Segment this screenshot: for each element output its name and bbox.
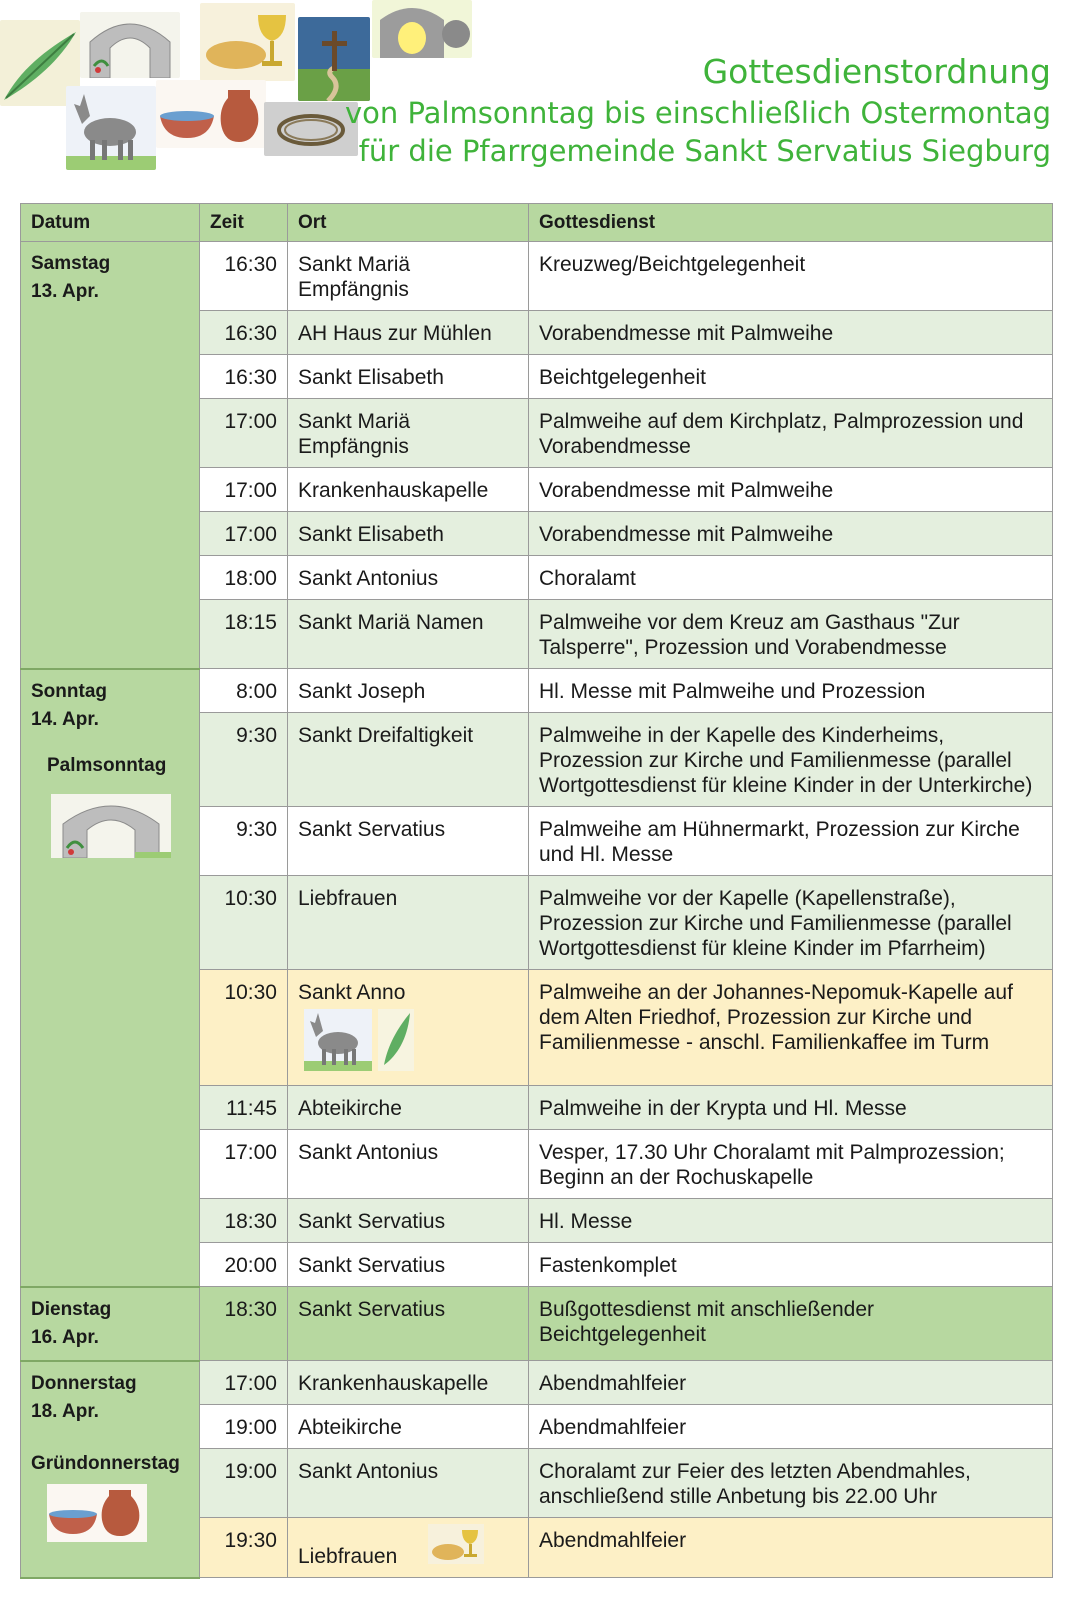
table-row <box>21 1361 1053 1405</box>
column-header-gottesdienst: Gottesdienst <box>529 204 1053 242</box>
day-cell-samstag <box>21 242 200 669</box>
time-cell: 17:00 <box>200 1130 288 1199</box>
bowl-jug-icon <box>47 1484 189 1551</box>
time-cell: 10:30 <box>200 970 288 1086</box>
bowl-jug-illustration <box>156 80 266 148</box>
page-header <box>0 0 1089 190</box>
time-cell: 17:00 <box>200 399 288 468</box>
time-cell: 17:00 <box>200 512 288 556</box>
service-cell: Fastenkomplet <box>529 1243 1053 1287</box>
bread-chalice-illustration <box>200 3 295 81</box>
service-cell: Palmweihe in der Krypta und Hl. Messe <box>529 1086 1053 1130</box>
time-cell: 16:30 <box>200 311 288 355</box>
time-cell: 18:00 <box>200 556 288 600</box>
day-cell-dienstag <box>21 1287 200 1361</box>
service-cell: Choralamt <box>529 556 1053 600</box>
service-cell: Palmweihe an der Johannes-Nepomuk-Kapelle auf dem Alten Friedhof, Prozession zur Kirche und Familienmesse - anschl. Familienkaffee im Turm <box>529 970 1053 1086</box>
donkey-illustration <box>66 86 156 170</box>
place-cell: Sankt Antonius <box>288 1449 529 1518</box>
time-cell: 10:30 <box>200 876 288 970</box>
day-date: 13. Apr. <box>31 281 99 302</box>
place-cell: Sankt Mariä Namen <box>288 600 529 669</box>
place-cell <box>288 1518 529 1578</box>
service-cell: Choralamt zur Feier des letzten Abendmahles, anschließend stille Anbetung bis 22.00 Uhr <box>529 1449 1053 1518</box>
place-cell: Liebfrauen <box>288 876 529 970</box>
place-cell: Krankenhauskapelle <box>288 468 529 512</box>
service-cell: Hl. Messe <box>529 1199 1053 1243</box>
service-cell: Beichtgelegenheit <box>529 355 1053 399</box>
time-cell: 16:30 <box>200 355 288 399</box>
service-cell: Palmweihe vor dem Kreuz am Gasthaus "Zur Talsperre", Prozession und Vorabendmesse <box>529 600 1053 669</box>
service-cell: Vorabendmesse mit Palmweihe <box>529 512 1053 556</box>
place-cell: AH Haus zur Mühlen <box>288 311 529 355</box>
place-cell: Sankt Mariä Empfängnis <box>288 399 529 468</box>
table-row <box>21 242 1053 311</box>
place-cell <box>288 970 529 1086</box>
time-cell: 18:30 <box>200 1199 288 1243</box>
crown-of-thorns-illustration <box>264 102 358 156</box>
service-cell: Hl. Messe mit Palmweihe und Prozession <box>529 669 1053 713</box>
time-cell: 19:00 <box>200 1449 288 1518</box>
column-header-ort: Ort <box>288 204 529 242</box>
time-cell: 19:00 <box>200 1405 288 1449</box>
place-cell: Abteikirche <box>288 1086 529 1130</box>
time-cell: 19:30 <box>200 1518 288 1578</box>
service-cell: Abendmahlfeier <box>529 1405 1053 1449</box>
day-date: 14. Apr. <box>31 708 99 730</box>
table-row <box>21 669 1053 713</box>
service-cell: Bußgottesdienst mit anschließender Beichtgelegenheit <box>529 1287 1053 1361</box>
column-header-zeit: Zeit <box>200 204 288 242</box>
service-schedule-table <box>20 203 1053 1579</box>
time-cell: 18:15 <box>200 600 288 669</box>
place-cell: Sankt Dreifaltigkeit <box>288 713 529 807</box>
place-cell: Sankt Servatius <box>288 807 529 876</box>
service-cell: Palmweihe am Hühnermarkt, Prozession zur Kirche und Hl. Messe <box>529 807 1053 876</box>
place-cell: Sankt Elisabeth <box>288 355 529 399</box>
service-cell: Vorabendmesse mit Palmweihe <box>529 468 1053 512</box>
place-cell: Sankt Elisabeth <box>288 512 529 556</box>
time-cell: 9:30 <box>200 713 288 807</box>
place-cell: Sankt Antonius <box>288 556 529 600</box>
place-cell: Abteikirche <box>288 1405 529 1449</box>
feast-name: Gründonnerstag <box>31 1452 180 1474</box>
place-cell: Sankt Servatius <box>288 1287 529 1361</box>
place-cell: Sankt Joseph <box>288 669 529 713</box>
title-block <box>345 50 1051 170</box>
stone-tomb-arch-illustration <box>80 12 180 78</box>
time-cell: 17:00 <box>200 468 288 512</box>
place-cell: Sankt Servatius <box>288 1199 529 1243</box>
time-cell: 17:00 <box>200 1361 288 1405</box>
time-cell: 16:30 <box>200 242 288 311</box>
page-title: Gottesdienstordnung <box>702 52 1051 91</box>
service-cell: Palmweihe vor der Kapelle (Kapellenstraße), Prozession zur Kirche und Familienmesse (parallel Wortgottesdienst für kleine Kinder im Pfarrheim) <box>529 876 1053 970</box>
day-name: Sonntag <box>31 680 107 702</box>
place-cell: Sankt Servatius <box>288 1243 529 1287</box>
place-cell: Sankt Antonius <box>288 1130 529 1199</box>
bread-chalice-icon <box>428 1524 484 1570</box>
stone-tomb-arch-icon <box>51 794 189 867</box>
place-text: Liebfrauen <box>298 1545 398 1568</box>
day-name: Dienstag <box>31 1298 112 1320</box>
time-cell: 8:00 <box>200 669 288 713</box>
service-cell: Abendmahlfeier <box>529 1361 1053 1405</box>
place-text: Sankt Anno <box>298 981 406 1004</box>
day-date: 16. Apr. <box>31 1326 99 1348</box>
donkey-palm-icon <box>304 1009 518 1077</box>
service-cell: Vorabendmesse mit Palmweihe <box>529 311 1053 355</box>
service-cell: Palmweihe in der Kapelle des Kinderheims, Prozession zur Kirche und Familienmesse (parallel Wortgottesdienst für kleine Kinder in der Unterkirche) <box>529 713 1053 807</box>
feast-name: Palmsonntag <box>47 754 167 776</box>
place-cell: Sankt Mariä Empfängnis <box>288 242 529 311</box>
time-cell: 11:45 <box>200 1086 288 1130</box>
table-header-row <box>21 204 1053 242</box>
day-date: 18. Apr. <box>31 1400 99 1422</box>
service-cell: Palmweihe auf dem Kirchplatz, Palmprozession und Vorabendmesse <box>529 399 1053 468</box>
service-cell: Kreuzweg/Beichtgelegenheit <box>529 242 1053 311</box>
column-header-datum: Datum <box>21 204 200 242</box>
day-cell-donnerstag <box>21 1361 200 1578</box>
time-cell: 20:00 <box>200 1243 288 1287</box>
time-cell: 18:30 <box>200 1287 288 1361</box>
service-cell: Vesper, 17.30 Uhr Choralamt mit Palmprozession; Beginn an der Rochuskapelle <box>529 1130 1053 1199</box>
time-cell: 9:30 <box>200 807 288 876</box>
table-row <box>21 1287 1053 1361</box>
day-cell-sonntag <box>21 669 200 1287</box>
place-cell: Krankenhauskapelle <box>288 1361 529 1405</box>
page-subtitle-2: für die Pfarrgemeinde Sankt Servatius Siegburg <box>358 134 1051 168</box>
page-subtitle-1: von Palmsonntag bis einschließlich Ostermontag <box>344 96 1051 130</box>
service-cell: Abendmahlfeier <box>529 1518 1053 1578</box>
day-name: Samstag <box>31 253 111 274</box>
day-name: Donnerstag <box>31 1372 137 1394</box>
